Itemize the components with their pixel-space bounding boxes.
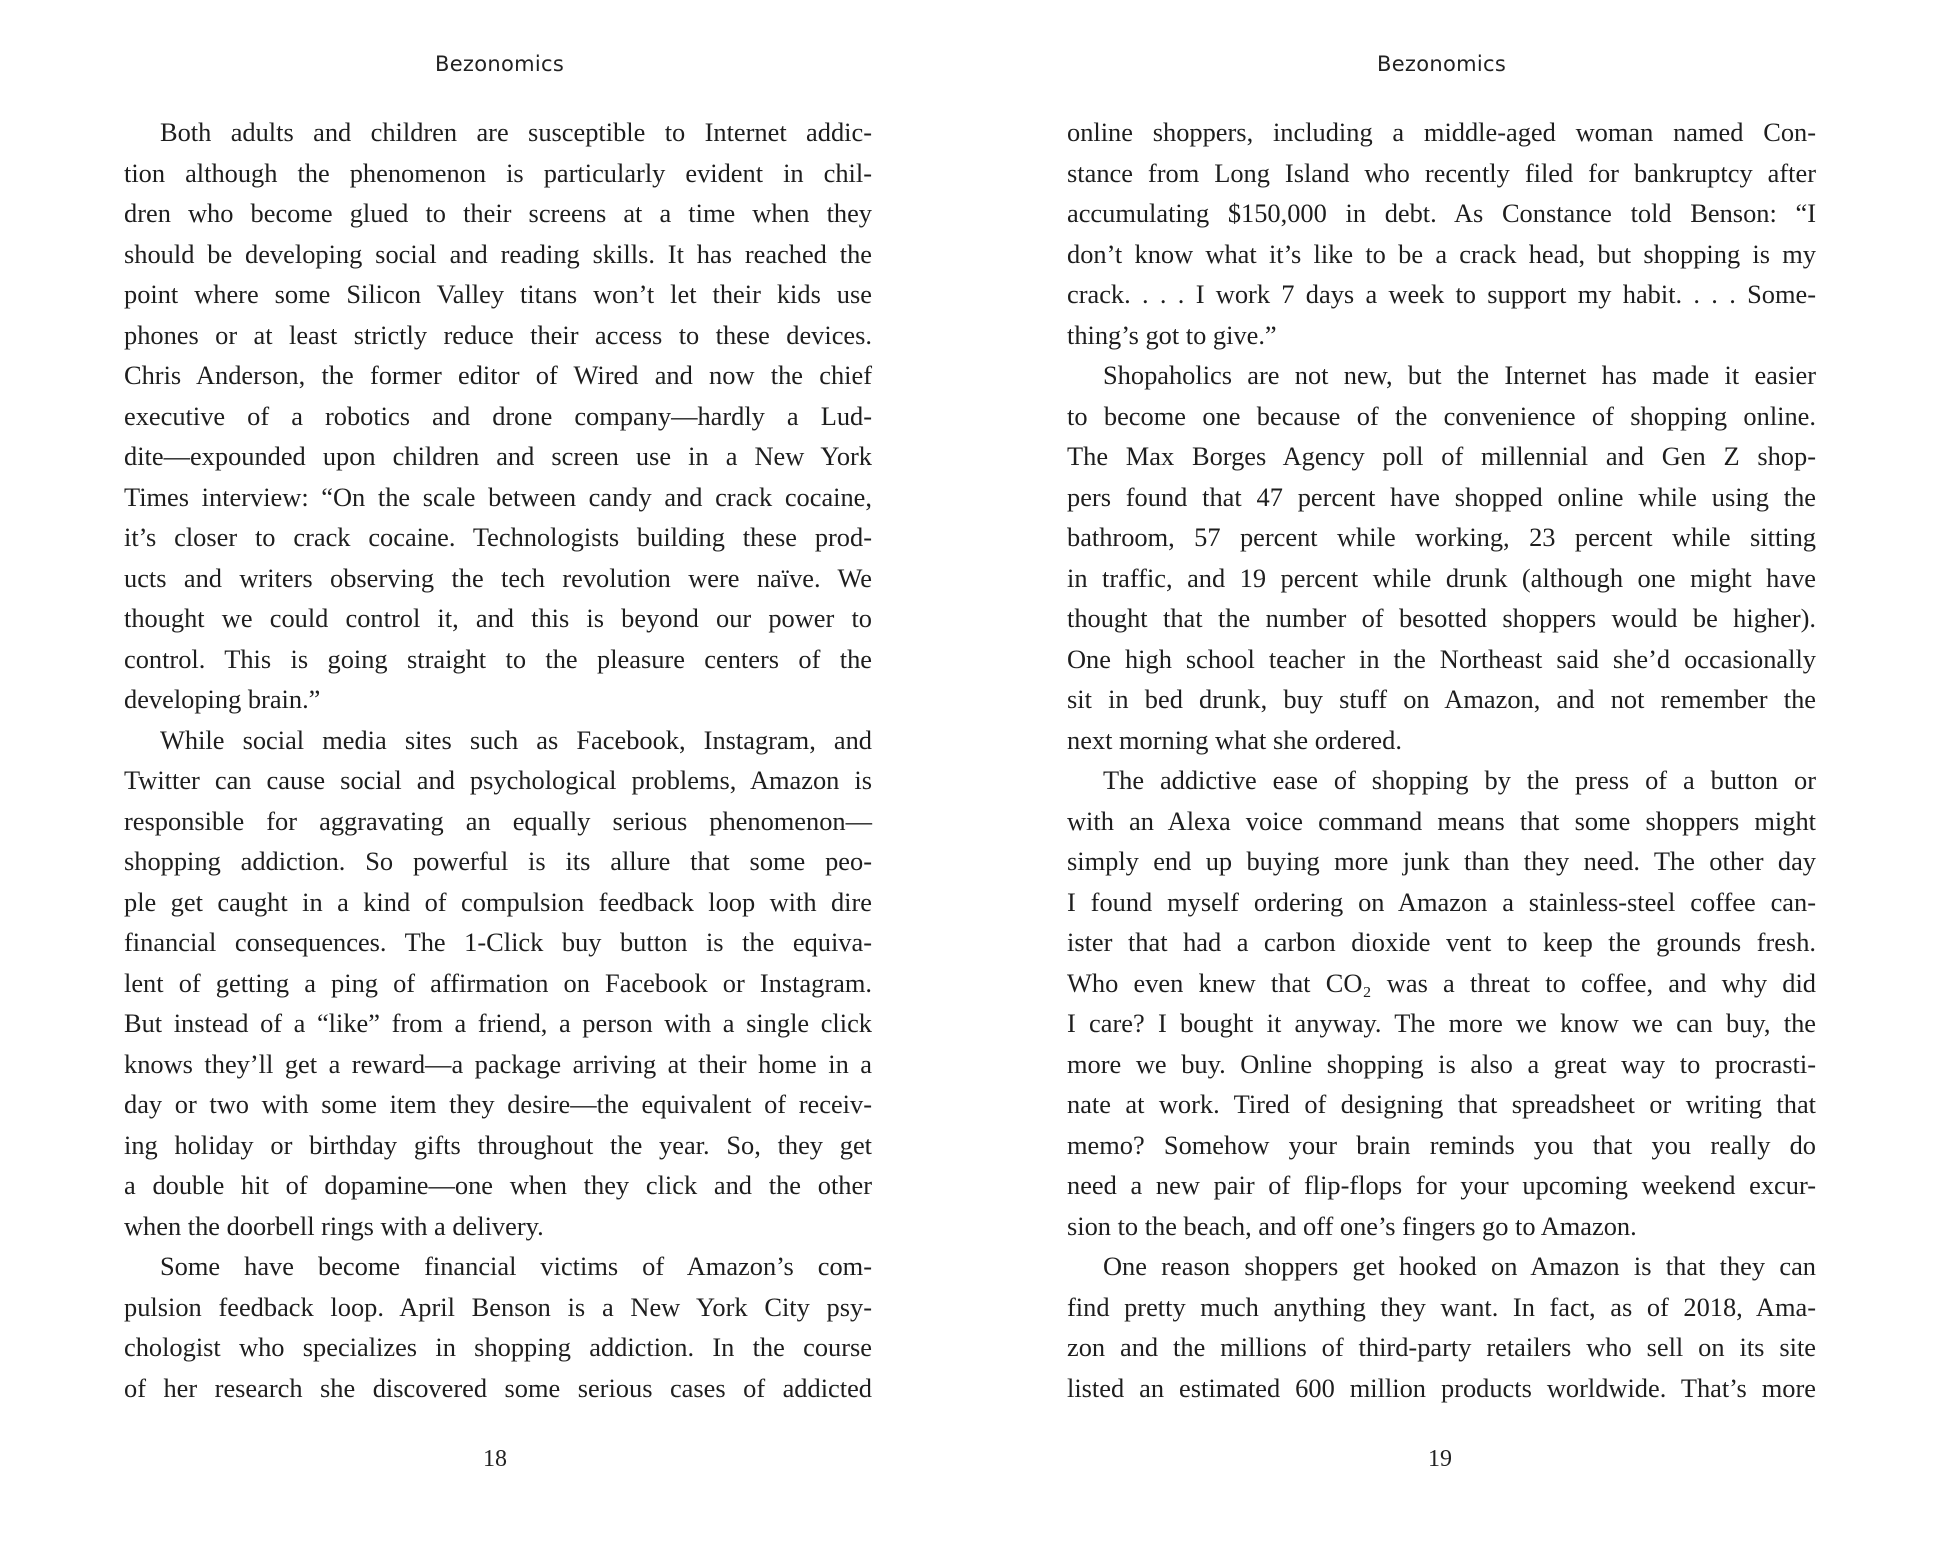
page-body-text: [124, 112, 872, 1408]
text-line: dite—expounded upon children and screen use in a New York: [124, 441, 872, 471]
text-line: online shoppers, including a middle-aged woman named Con-: [1067, 117, 1816, 147]
text-line: control. This is going straight to the pleasure centers of the: [124, 643, 872, 674]
text-line: ister that had a carbon dioxide vent to keep the grounds fresh.: [1067, 927, 1816, 957]
running-head-text: Bezonomics: [435, 52, 565, 76]
text-line: need a new pair of flip-flops for your upcoming weekend excur-: [1067, 1170, 1816, 1200]
text-line: But instead of a “like” from a friend, a person with a single click: [124, 1008, 872, 1038]
text-line: sion to the beach, and off one’s fingers go to Amazon.: [1067, 1210, 1637, 1241]
text-line: Chris Anderson, the former editor of Wired and now the chief: [124, 360, 872, 390]
text-line: pers found that 47 percent have shopped online while using the: [1067, 481, 1816, 512]
text-line: knows they’ll get a reward—a package arriving at their home in a: [124, 1048, 872, 1079]
text-line: developing brain.”: [124, 684, 321, 714]
text-line: Who even knew that CO₂ was a threat to coffee, and why did: [1067, 967, 1816, 998]
running-head: [0, 52, 973, 76]
page-body-text: [1067, 112, 1816, 1408]
text-line: The Max Borges Agency poll of millennial and Gen Z shop-: [1067, 441, 1816, 471]
text-line: crack. . . . I work 7 days a week to support my habit. . . . Some-: [1067, 279, 1816, 309]
text-line: I found myself ordering on Amazon a stainless-steel coffee can-: [1067, 886, 1816, 917]
text-line: thought we could control it, and this is beyond our power to: [124, 603, 872, 633]
text-line: should be developing social and reading skills. It has reached the: [124, 238, 872, 269]
text-line: financial consequences. The 1-Click buy button is the equiva-: [124, 927, 872, 957]
text-line: ple get caught in a kind of compulsion feedback loop with dire: [124, 886, 872, 917]
text-line: Twitter can cause social and psychological problems, Amazon is: [124, 765, 872, 795]
running-head-text: Bezonomics: [1377, 52, 1507, 76]
text-line: Both adults and children are susceptible to Internet addic-: [160, 117, 872, 147]
text-line: I care? I bought it anyway. The more we know we can buy, the: [1067, 1008, 1816, 1038]
text-line: zon and the millions of third-party retailers who sell on its site: [1067, 1332, 1816, 1362]
text-line: dren who become glued to their screens at a time when they: [124, 198, 872, 228]
text-line: next morning what she ordered.: [1067, 724, 1402, 755]
text-line: listed an estimated 600 million products worldwide. That’s more: [1067, 1372, 1816, 1403]
text-line: Some have become financial victims of Amazon’s com-: [160, 1251, 872, 1281]
text-line: of her research she discovered some serious cases of addicted: [124, 1372, 872, 1403]
text-line: it’s closer to crack cocaine. Technologists building these prod-: [124, 522, 872, 552]
text-line: pulsion feedback loop. April Benson is a New York City psy-: [124, 1291, 872, 1322]
text-line: Times interview: “On the scale between candy and crack cocaine,: [124, 481, 872, 512]
text-line: don’t know what it’s like to be a crack head, but shopping is my: [1067, 238, 1816, 269]
text-line: simply end up buying more junk than they need. The other day: [1067, 846, 1816, 876]
right-page: [973, 0, 1946, 1542]
text-line: The addictive ease of shopping by the press of a button or: [1103, 765, 1816, 795]
text-line: when the doorbell rings with a delivery.: [124, 1210, 544, 1241]
text-line: ucts and writers observing the tech revolution were naïve. We: [124, 562, 872, 593]
text-line: in traffic, and 19 percent while drunk (although one might have: [1067, 562, 1816, 593]
text-line: phones or at least strictly reduce their access to these devices.: [124, 319, 872, 350]
text-line: executive of a robotics and drone company—hardly a Lud-: [124, 400, 872, 431]
text-line: memo? Somehow your brain reminds you that you really do: [1067, 1129, 1816, 1160]
text-line: bathroom, 57 percent while working, 23 percent while sitting: [1067, 522, 1816, 552]
text-line: tion although the phenomenon is particularly evident in chil-: [124, 157, 872, 188]
text-line: ing holiday or birthday gifts throughout the year. So, they get: [124, 1129, 872, 1160]
text-line: Shopaholics are not new, but the Internet has made it easier: [1103, 360, 1816, 390]
text-line: a double hit of dopamine—one when they click and the other: [124, 1170, 872, 1200]
text-line: day or two with some item they desire—the equivalent of receiv-: [124, 1089, 872, 1119]
text-line: sit in bed drunk, buy stuff on Amazon, and not remember the: [1067, 684, 1816, 714]
text-line: One reason shoppers get hooked on Amazon is that they can: [1103, 1251, 1816, 1281]
text-line: One high school teacher in the Northeast said she’d occasionally: [1067, 643, 1816, 674]
text-line: point where some Silicon Valley titans won’t let their kids use: [124, 279, 872, 309]
text-line: to become one because of the convenience of shopping online.: [1067, 400, 1816, 431]
text-line: accumulating $150,000 in debt. As Constance told Benson: “I: [1067, 198, 1816, 228]
text-line: lent of getting a ping of affirmation on Facebook or Instagram.: [124, 967, 872, 998]
text-line: with an Alexa voice command means that some shoppers might: [1067, 805, 1816, 836]
text-line: thought that the number of besotted shoppers would be higher).: [1067, 603, 1816, 633]
page-number-text: 19: [1428, 1446, 1452, 1472]
text-line: more we buy. Online shopping is also a great way to procrasti-: [1067, 1048, 1816, 1079]
text-line: find pretty much anything they want. In fact, as of 2018, Ama-: [1067, 1291, 1816, 1322]
page-number: [973, 1446, 1946, 1473]
text-line: thing’s got to give.”: [1067, 319, 1277, 350]
text-line: chologist who specializes in shopping addiction. In the course: [124, 1332, 872, 1362]
text-line: stance from Long Island who recently filed for bankruptcy after: [1067, 157, 1816, 188]
page-number: [0, 1446, 973, 1473]
text-line: shopping addiction. So powerful is its allure that some peo-: [124, 846, 872, 876]
text-line: While social media sites such as Facebook, Instagram, and: [160, 724, 872, 755]
running-head: [973, 52, 1946, 76]
text-line: responsible for aggravating an equally serious phenomenon—: [124, 805, 872, 836]
text-line: nate at work. Tired of designing that spreadsheet or writing that: [1067, 1089, 1816, 1119]
page-number-text: 18: [483, 1446, 507, 1472]
